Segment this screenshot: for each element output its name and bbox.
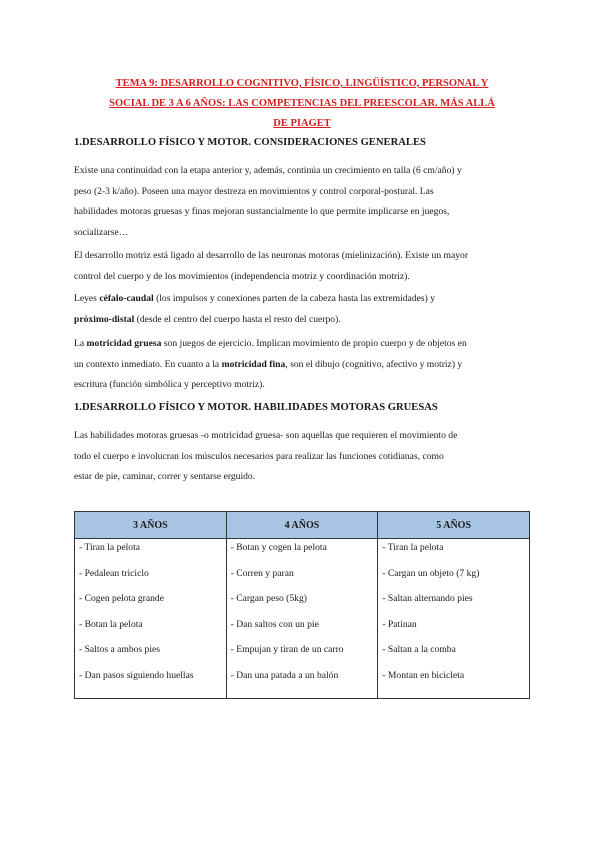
list-item: - Dan saltos con un pie xyxy=(230,618,319,630)
list-item: - Pedalean triciclo xyxy=(79,567,149,579)
column-4-years xyxy=(226,539,378,699)
text-line: El desarrollo motriz está ligado al desarrollo de las neuronas motoras (mielinización). Existe un mayor xyxy=(74,250,469,261)
list-item: - Cogen pelota grande xyxy=(79,593,164,604)
gross-motor-skills-table xyxy=(74,511,530,699)
list-item: - Corren y paran xyxy=(230,567,294,579)
text: (desde el centro del cuerpo hasta el resto del cuerpo). xyxy=(134,313,341,325)
text-line: socializarse… xyxy=(74,226,129,238)
text-line: escritura (función simbólica y perceptivo motriz). xyxy=(74,379,265,390)
list-item: - Saltan a la comba xyxy=(382,644,456,655)
paragraph-gross-motor-definition xyxy=(74,426,530,488)
text-line: todo el cuerpo e involucran los músculos necesarios para realizar las funciones cotidianas, como xyxy=(74,450,444,462)
list-item: - Botan y cogen la pelota xyxy=(230,542,327,553)
text-line: estar de pie, caminar, correr y sentarse erguido. xyxy=(74,471,256,482)
list-item: - Empujan y tiran de un carro xyxy=(230,644,344,655)
column-5-years xyxy=(378,539,530,699)
text: un contexto inmediato. En cuanto a la xyxy=(74,358,222,370)
list-item: - Dan una patada a un balón xyxy=(230,669,339,681)
paragraph-motor-development xyxy=(74,246,530,287)
title-line: DE PIAGET xyxy=(273,118,331,129)
text-line xyxy=(74,355,530,376)
text-line xyxy=(74,310,530,331)
list-item: - Cargan un objeto (7 kg) xyxy=(382,567,480,579)
table-header-row xyxy=(75,512,530,539)
section-heading-gross-motor: 1.DESARROLLO FÍSICO Y MOTOR. HABILIDADES MOTORAS GRUESAS xyxy=(74,402,438,413)
section-heading-considerations: 1.DESARROLLO FÍSICO Y MOTOR. CONSIDERACIONES GENERALES xyxy=(74,137,426,148)
text-line xyxy=(74,334,530,355)
text: (los impulsos y conexiones parten de la cabeza hasta las extremidades) y xyxy=(153,293,435,304)
paragraph-laws xyxy=(74,289,530,330)
list-item: - Saltos a ambos pies xyxy=(79,644,161,655)
list-item: - Patinan xyxy=(382,618,417,630)
list-item: - Botan la pelota xyxy=(79,618,143,630)
text-line xyxy=(74,289,530,310)
list-item: - Saltan alternando pies xyxy=(382,593,473,604)
list-item: - Montan en bicicleta xyxy=(382,669,465,681)
document-title xyxy=(74,74,530,134)
text: La xyxy=(74,338,87,349)
text-line: peso (2-3 k/año). Poseen una mayor destreza en movimientos y control corporal-postural. Las xyxy=(74,185,434,197)
list-item: - Dan pasos siguiendo huellas xyxy=(79,669,194,681)
text-line: habilidades motoras gruesas y finas mejoran sustancialmente lo que permite implicarse en juegos, xyxy=(74,206,450,217)
column-3-years xyxy=(75,539,227,699)
text: Leyes xyxy=(74,293,100,304)
column-header-3-years: 3 AÑOS xyxy=(75,512,227,539)
paragraph-motricity xyxy=(74,334,530,396)
table-row xyxy=(75,539,530,699)
term-gross-motor: motricidad gruesa xyxy=(86,338,162,349)
paragraph-growth xyxy=(74,161,530,243)
list-item: - Tiran la pelota xyxy=(382,542,444,553)
title-line: TEMA 9: DESARROLLO COGNITIVO, FÍSICO, LINGÜÍSTICO, PERSONAL Y xyxy=(115,78,489,89)
term-fine-motor: motricidad fina xyxy=(221,358,286,370)
column-header-4-years: 4 AÑOS xyxy=(226,512,378,539)
text-line: control del cuerpo y de los movimientos (independencia motriz y coordinación motriz). xyxy=(74,270,410,282)
title-line: SOCIAL DE 3 A 6 AÑOS: LAS COMPETENCIAS DEL PREESCOLAR. MÁS ALLÁ xyxy=(109,98,495,109)
column-header-5-years: 5 AÑOS xyxy=(378,512,530,539)
text-line: Las habilidades motoras gruesas -o motricidad gruesa- son aquellas que requieren el movimiento de xyxy=(74,430,458,441)
list-item: - Tiran la pelota xyxy=(79,542,141,553)
list-item: - Cargan peso (5kg) xyxy=(230,593,307,604)
term-proximo-distal: próximo-distal xyxy=(74,313,135,325)
text: , son el dibujo (cognitivo, afectivo y motriz) y xyxy=(285,358,463,370)
term-cephalo-caudal: céfalo-caudal xyxy=(99,293,154,304)
text: son juegos de ejercicio. Implican movimiento de propio cuerpo y de objetos en xyxy=(161,338,467,349)
text-line: Existe una continuidad con la etapa anterior y, además, continúa un crecimiento en talla (6 cm/año) y xyxy=(74,165,462,176)
